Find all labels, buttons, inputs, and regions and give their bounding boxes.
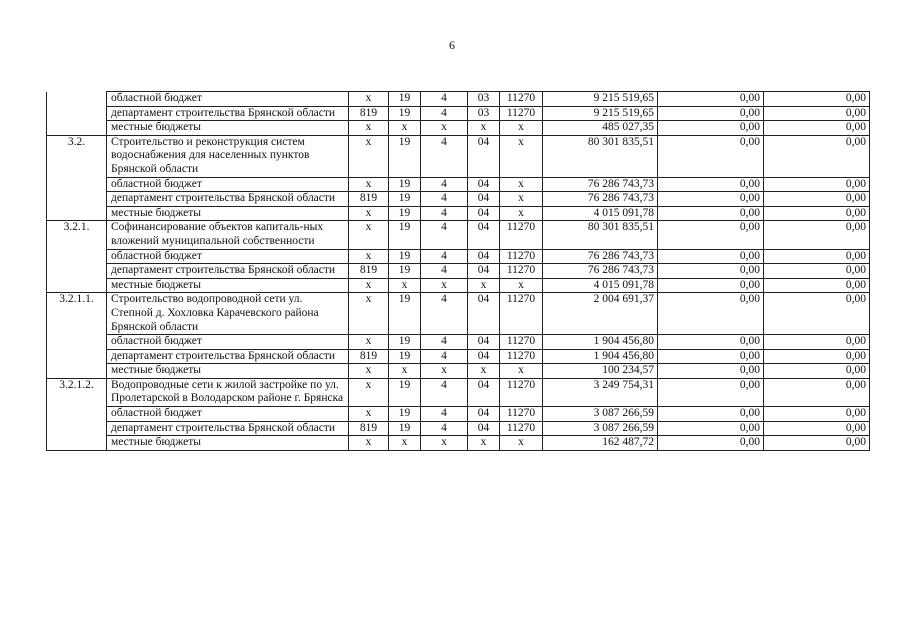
cell-item-name: департамент строительства Брянской области	[107, 349, 349, 364]
cell-direction-code: 11270	[500, 106, 543, 121]
cell-admin-code: x	[349, 92, 389, 107]
cell-value-1: 0,00	[658, 264, 764, 279]
table-row	[47, 135, 870, 177]
page-number: 6	[449, 38, 455, 52]
cell-item-number	[47, 407, 107, 422]
cell-admin-code: 819	[349, 192, 389, 207]
cell-item-name: областной бюджет	[107, 177, 349, 192]
cell-event-code: 04	[468, 264, 500, 279]
cell-direction-code: 11270	[500, 249, 543, 264]
cell-value-2: 0,00	[764, 293, 870, 335]
cell-item-name: департамент строительства Брянской области	[107, 421, 349, 436]
cell-amount: 100 234,57	[543, 364, 658, 379]
cell-event-code: 04	[468, 378, 500, 406]
cell-item-number: 3.2.1.1.	[47, 293, 107, 335]
cell-admin-code: 819	[349, 264, 389, 279]
cell-admin-code: x	[349, 221, 389, 249]
cell-item-number	[47, 206, 107, 221]
cell-subprogram-code: 4	[421, 378, 468, 406]
cell-value-1: 0,00	[658, 421, 764, 436]
cell-amount: 4 015 091,78	[543, 206, 658, 221]
cell-value-1: 0,00	[658, 407, 764, 422]
cell-item-number	[47, 349, 107, 364]
cell-amount: 76 286 743,73	[543, 177, 658, 192]
cell-item-number	[47, 436, 107, 451]
cell-item-number	[47, 335, 107, 350]
cell-amount: 76 286 743,73	[543, 192, 658, 207]
cell-amount: 485 027,35	[543, 121, 658, 136]
cell-direction-code: 11270	[500, 421, 543, 436]
cell-value-1: 0,00	[658, 364, 764, 379]
cell-value-1: 0,00	[658, 135, 764, 177]
table-row	[47, 221, 870, 249]
cell-admin-code: 819	[349, 421, 389, 436]
table-row	[47, 177, 870, 192]
cell-subprogram-code: 4	[421, 106, 468, 121]
cell-item-name: Строительство и реконструкция систем водоснабжения для населенных пунктов Брянской области	[107, 135, 349, 177]
cell-program-code: 19	[389, 293, 421, 335]
cell-value-2: 0,00	[764, 177, 870, 192]
cell-value-2: 0,00	[764, 364, 870, 379]
cell-event-code: 04	[468, 177, 500, 192]
table-row	[47, 206, 870, 221]
cell-value-2: 0,00	[764, 349, 870, 364]
cell-item-name: областной бюджет	[107, 249, 349, 264]
cell-value-1: 0,00	[658, 249, 764, 264]
cell-value-1: 0,00	[658, 378, 764, 406]
cell-item-number	[47, 177, 107, 192]
cell-direction-code: 11270	[500, 335, 543, 350]
cell-item-number	[47, 278, 107, 293]
cell-item-name: местные бюджеты	[107, 278, 349, 293]
cell-event-code: 04	[468, 407, 500, 422]
cell-value-2: 0,00	[764, 335, 870, 350]
cell-subprogram-code: 4	[421, 135, 468, 177]
cell-program-code: 19	[389, 378, 421, 406]
cell-subprogram-code: 4	[421, 92, 468, 107]
cell-item-number	[47, 121, 107, 136]
table-row	[47, 121, 870, 136]
cell-direction-code: x	[500, 121, 543, 136]
table-row	[47, 249, 870, 264]
cell-value-1: 0,00	[658, 92, 764, 107]
cell-admin-code: x	[349, 378, 389, 406]
cell-item-name: областной бюджет	[107, 335, 349, 350]
cell-value-2: 0,00	[764, 407, 870, 422]
cell-item-name: Строительство водопроводной сети ул. Степной д. Хохловка Карачевского района Брянской области	[107, 293, 349, 335]
cell-value-2: 0,00	[764, 264, 870, 279]
cell-amount: 9 215 519,65	[543, 92, 658, 107]
cell-direction-code: 11270	[500, 407, 543, 422]
cell-admin-code: x	[349, 249, 389, 264]
cell-value-2: 0,00	[764, 278, 870, 293]
cell-subprogram-code: 4	[421, 206, 468, 221]
cell-value-1: 0,00	[658, 206, 764, 221]
cell-event-code: 04	[468, 192, 500, 207]
cell-item-name: областной бюджет	[107, 92, 349, 107]
cell-value-1: 0,00	[658, 121, 764, 136]
cell-value-2: 0,00	[764, 135, 870, 177]
cell-event-code: 04	[468, 293, 500, 335]
cell-event-code: 04	[468, 421, 500, 436]
cell-item-name: областной бюджет	[107, 407, 349, 422]
cell-amount: 3 087 266,59	[543, 407, 658, 422]
cell-event-code: x	[468, 364, 500, 379]
cell-subprogram-code: x	[421, 121, 468, 136]
cell-amount: 76 286 743,73	[543, 264, 658, 279]
cell-item-number	[47, 264, 107, 279]
cell-subprogram-code: x	[421, 278, 468, 293]
table-row	[47, 278, 870, 293]
cell-item-number	[47, 92, 107, 107]
cell-value-1: 0,00	[658, 293, 764, 335]
cell-program-code: x	[389, 364, 421, 379]
cell-subprogram-code: x	[421, 436, 468, 451]
cell-value-2: 0,00	[764, 421, 870, 436]
cell-program-code: 19	[389, 192, 421, 207]
cell-amount: 76 286 743,73	[543, 249, 658, 264]
cell-item-number	[47, 106, 107, 121]
cell-value-1: 0,00	[658, 278, 764, 293]
cell-value-2: 0,00	[764, 249, 870, 264]
cell-program-code: 19	[389, 349, 421, 364]
cell-direction-code: x	[500, 278, 543, 293]
cell-program-code: 19	[389, 335, 421, 350]
table-row	[47, 364, 870, 379]
cell-item-name: местные бюджеты	[107, 206, 349, 221]
cell-item-name: департамент строительства Брянской области	[107, 106, 349, 121]
cell-event-code: x	[468, 278, 500, 293]
cell-amount: 2 004 691,37	[543, 293, 658, 335]
cell-item-name: департамент строительства Брянской области	[107, 264, 349, 279]
cell-value-1: 0,00	[658, 192, 764, 207]
cell-program-code: x	[389, 121, 421, 136]
table-row	[47, 264, 870, 279]
cell-subprogram-code: 4	[421, 335, 468, 350]
table-row	[47, 349, 870, 364]
cell-direction-code: 11270	[500, 293, 543, 335]
table-row	[47, 293, 870, 335]
cell-direction-code: 11270	[500, 378, 543, 406]
cell-subprogram-code: 4	[421, 264, 468, 279]
cell-direction-code: 11270	[500, 92, 543, 107]
table-row	[47, 335, 870, 350]
cell-item-number: 3.2.1.	[47, 221, 107, 249]
cell-event-code: x	[468, 121, 500, 136]
cell-event-code: 04	[468, 349, 500, 364]
cell-admin-code: x	[349, 364, 389, 379]
cell-value-1: 0,00	[658, 221, 764, 249]
cell-event-code: x	[468, 436, 500, 451]
cell-event-code: 04	[468, 135, 500, 177]
cell-event-code: 03	[468, 92, 500, 107]
cell-admin-code: x	[349, 335, 389, 350]
cell-value-2: 0,00	[764, 192, 870, 207]
cell-item-number	[47, 421, 107, 436]
cell-event-code: 04	[468, 206, 500, 221]
table-row	[47, 106, 870, 121]
cell-admin-code: x	[349, 436, 389, 451]
cell-item-name: Софинансирование объектов капиталь-ных вложений муниципальной собственности	[107, 221, 349, 249]
cell-direction-code: x	[500, 436, 543, 451]
cell-item-number	[47, 364, 107, 379]
cell-program-code: 19	[389, 407, 421, 422]
cell-admin-code: 819	[349, 349, 389, 364]
table-row	[47, 421, 870, 436]
cell-item-number	[47, 192, 107, 207]
table-row	[47, 436, 870, 451]
cell-value-2: 0,00	[764, 121, 870, 136]
cell-value-2: 0,00	[764, 206, 870, 221]
cell-admin-code: x	[349, 121, 389, 136]
cell-direction-code: 11270	[500, 349, 543, 364]
cell-amount: 80 301 835,51	[543, 135, 658, 177]
cell-amount: 4 015 091,78	[543, 278, 658, 293]
cell-amount: 162 487,72	[543, 436, 658, 451]
cell-direction-code: x	[500, 364, 543, 379]
cell-admin-code: x	[349, 206, 389, 221]
cell-program-code: 19	[389, 177, 421, 192]
cell-event-code: 04	[468, 335, 500, 350]
cell-subprogram-code: x	[421, 364, 468, 379]
cell-admin-code: x	[349, 135, 389, 177]
cell-item-name: местные бюджеты	[107, 121, 349, 136]
table-row	[47, 378, 870, 406]
cell-value-1: 0,00	[658, 177, 764, 192]
cell-value-1: 0,00	[658, 106, 764, 121]
cell-item-name: Водопроводные сети к жилой застройке по ул. Пролетарской в Володарском районе г. Брянска	[107, 378, 349, 406]
cell-subprogram-code: 4	[421, 293, 468, 335]
cell-subprogram-code: 4	[421, 221, 468, 249]
cell-subprogram-code: 4	[421, 407, 468, 422]
cell-program-code: 19	[389, 92, 421, 107]
cell-program-code: 19	[389, 249, 421, 264]
cell-direction-code: x	[500, 177, 543, 192]
cell-value-2: 0,00	[764, 92, 870, 107]
cell-program-code: 19	[389, 221, 421, 249]
cell-value-1: 0,00	[658, 335, 764, 350]
cell-direction-code: x	[500, 135, 543, 177]
cell-value-1: 0,00	[658, 436, 764, 451]
cell-program-code: 19	[389, 206, 421, 221]
cell-value-2: 0,00	[764, 106, 870, 121]
cell-item-number	[47, 249, 107, 264]
cell-admin-code: x	[349, 177, 389, 192]
cell-admin-code: x	[349, 278, 389, 293]
cell-item-name: департамент строительства Брянской области	[107, 192, 349, 207]
cell-amount: 1 904 456,80	[543, 349, 658, 364]
cell-event-code: 04	[468, 221, 500, 249]
cell-subprogram-code: 4	[421, 192, 468, 207]
cell-amount: 9 215 519,65	[543, 106, 658, 121]
budget-table	[46, 91, 870, 451]
cell-admin-code: 819	[349, 106, 389, 121]
cell-program-code: 19	[389, 106, 421, 121]
cell-event-code: 03	[468, 106, 500, 121]
table-row	[47, 192, 870, 207]
cell-program-code: 19	[389, 135, 421, 177]
cell-subprogram-code: 4	[421, 177, 468, 192]
cell-subprogram-code: 4	[421, 349, 468, 364]
cell-amount: 3 087 266,59	[543, 421, 658, 436]
table-row	[47, 407, 870, 422]
cell-item-number: 3.2.1.2.	[47, 378, 107, 406]
cell-subprogram-code: 4	[421, 249, 468, 264]
table-row	[47, 92, 870, 107]
cell-direction-code: 11270	[500, 264, 543, 279]
cell-subprogram-code: 4	[421, 421, 468, 436]
cell-amount: 80 301 835,51	[543, 221, 658, 249]
cell-program-code: x	[389, 436, 421, 451]
cell-value-2: 0,00	[764, 436, 870, 451]
cell-event-code: 04	[468, 249, 500, 264]
budget-table-body	[47, 92, 870, 451]
cell-value-2: 0,00	[764, 378, 870, 406]
cell-program-code: 19	[389, 421, 421, 436]
cell-amount: 1 904 456,80	[543, 335, 658, 350]
cell-value-2: 0,00	[764, 221, 870, 249]
cell-direction-code: x	[500, 206, 543, 221]
cell-direction-code: 11270	[500, 221, 543, 249]
cell-admin-code: x	[349, 293, 389, 335]
cell-program-code: 19	[389, 264, 421, 279]
cell-admin-code: x	[349, 407, 389, 422]
cell-item-name: местные бюджеты	[107, 436, 349, 451]
cell-amount: 3 249 754,31	[543, 378, 658, 406]
cell-program-code: x	[389, 278, 421, 293]
cell-value-1: 0,00	[658, 349, 764, 364]
cell-item-name: местные бюджеты	[107, 364, 349, 379]
cell-item-number: 3.2.	[47, 135, 107, 177]
cell-direction-code: x	[500, 192, 543, 207]
